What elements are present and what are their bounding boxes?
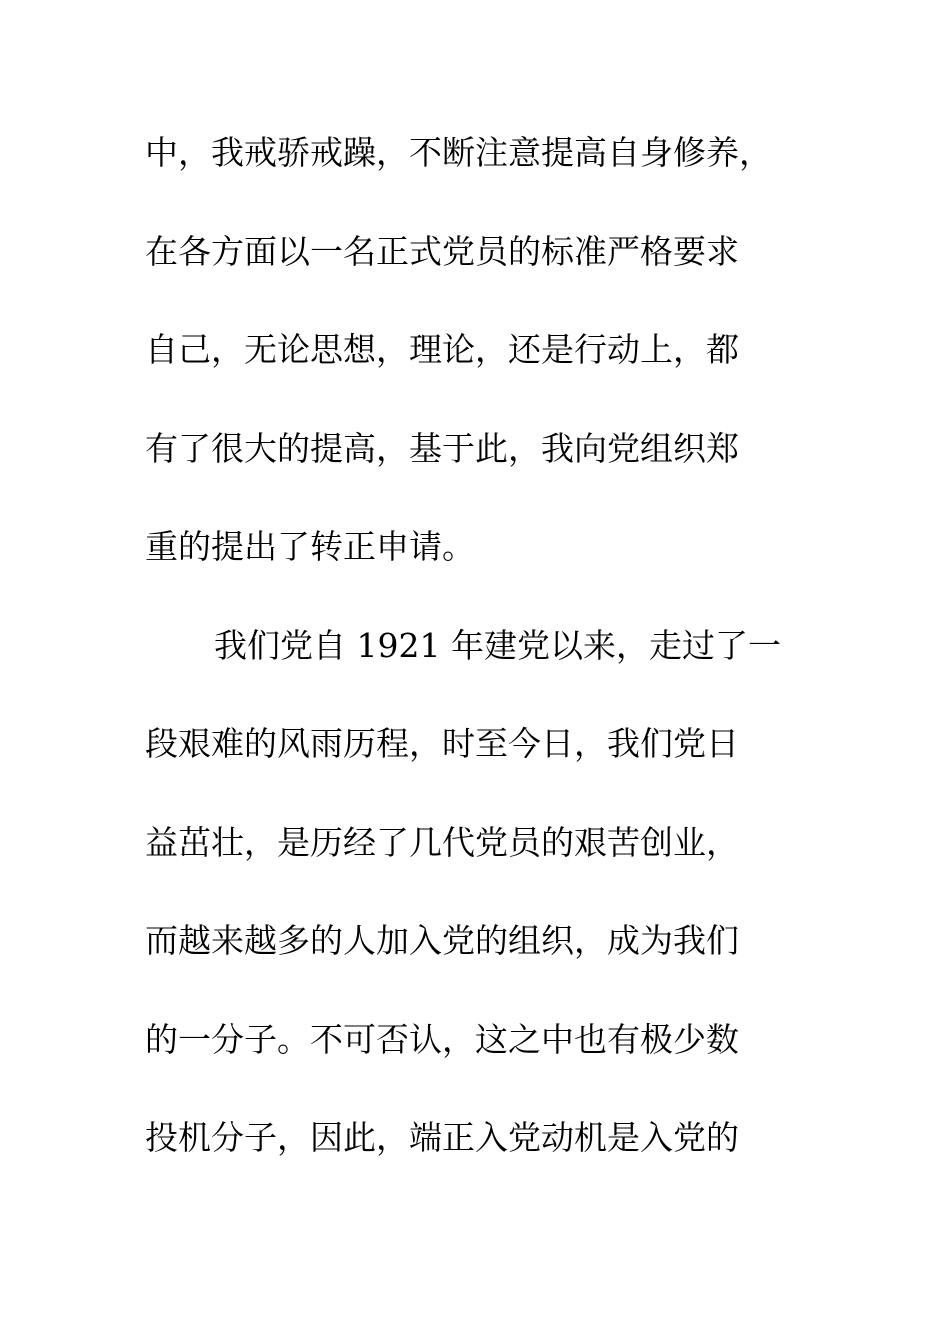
text-line: 段艰难的风雨历程，时至今日，我们党日 [145,724,739,763]
text-line: 益茁壮，是历经了几代党员的艰苦创业， [145,822,739,862]
text-line: 投机分子，因此，端正入党动机是入党的 [145,1118,739,1157]
text-line: 重的提出了转正申请。 [145,527,475,566]
body-text [145,123,825,1207]
paragraph-first-line: 我们党自 1921 年建党以来，走过了一 [214,625,781,665]
text-line: 有了很大的提高，基于此，我向党组织郑 [145,428,739,468]
text-line: 而越来越多的人加入党的组织，成为我们 [145,921,739,960]
text-line: 中，我戒骄戒躁，不断注意提高自身修养， [145,133,772,172]
text-line: 自己，无论思想，理论，还是行动上，都 [145,330,739,369]
text-line: 在各方面以一名正式党员的标准严格要求 [145,231,739,271]
text-line: 的一分子。不可否认，这之中也有极少数 [145,1019,739,1059]
